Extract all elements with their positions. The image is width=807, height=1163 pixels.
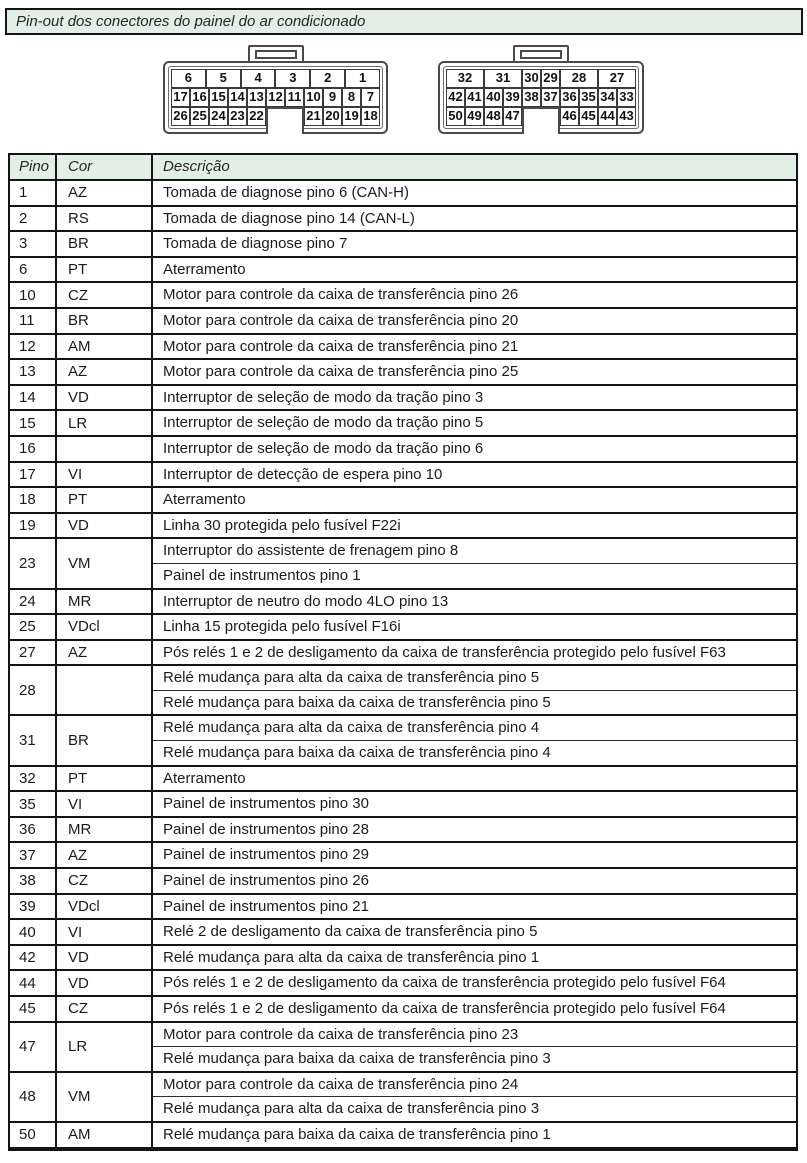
description-cell — [153, 590, 796, 614]
color-cell: AZ — [57, 843, 153, 867]
table-row — [10, 641, 796, 667]
description-cell — [153, 843, 796, 867]
color-cell: VI — [57, 463, 153, 487]
connector-diagram-right — [438, 45, 644, 140]
description-line: Interruptor do assistente de frenagem pino 8 — [163, 542, 459, 560]
connector-pin-39: 39 — [503, 88, 522, 107]
pin-cell: 37 — [10, 843, 57, 867]
table-row — [10, 767, 796, 793]
pin-cell: 18 — [10, 488, 57, 512]
pin-cell: 1 — [10, 181, 57, 205]
pin-cell: 23 — [10, 539, 57, 587]
table-row — [10, 463, 796, 489]
connector-pin-35: 35 — [579, 88, 598, 107]
table-row — [10, 335, 796, 361]
connector-diagrams — [0, 45, 807, 140]
color-cell: BR — [57, 716, 153, 764]
pin-cell: 25 — [10, 615, 57, 639]
connector-pin-36: 36 — [560, 88, 579, 107]
connector-pin-10: 10 — [304, 88, 323, 107]
connector-pin-row — [446, 69, 636, 88]
table-row — [10, 895, 796, 921]
description-cell — [153, 641, 796, 665]
connector-pin-17: 17 — [171, 88, 190, 107]
description-line: Interruptor de seleção de modo da tração pino 3 — [163, 388, 484, 406]
connector-pin-32: 32 — [446, 69, 484, 88]
description-cell — [153, 335, 796, 359]
connector-pin-44: 44 — [598, 107, 617, 126]
pin-cell: 27 — [10, 641, 57, 665]
color-cell: CZ — [57, 283, 153, 307]
connector-pin-34: 34 — [598, 88, 617, 107]
description-line: Relé mudança para alta da caixa de transferência pino 3 — [153, 1096, 796, 1121]
table-row — [10, 971, 796, 997]
pin-cell: 19 — [10, 514, 57, 538]
table-row — [10, 1073, 796, 1123]
color-cell: AZ — [57, 360, 153, 384]
color-cell: VM — [57, 539, 153, 587]
description-line: Relé mudança para baixa da caixa de transferência pino 1 — [163, 1125, 551, 1143]
table-row — [10, 843, 796, 869]
description-cell — [153, 386, 796, 410]
description-line: Painel de instrumentos pino 26 — [163, 872, 369, 890]
description-cell — [153, 309, 796, 333]
table-row — [10, 615, 796, 641]
pin-cell: 16 — [10, 437, 57, 461]
description-line: Interruptor de neutro do modo 4LO pino 13 — [163, 592, 449, 610]
pin-cell: 14 — [10, 386, 57, 410]
description-cell — [153, 360, 796, 384]
description-cell — [153, 437, 796, 461]
connector-pin-grid — [168, 66, 383, 129]
connector-pin-38: 38 — [522, 88, 541, 107]
pin-cell: 38 — [10, 869, 57, 893]
pin-cell: 17 — [10, 463, 57, 487]
table-row — [10, 411, 796, 437]
description-cell — [153, 946, 796, 970]
connector-pin-9: 9 — [323, 88, 342, 107]
color-cell: AZ — [57, 181, 153, 205]
connector-pin-16: 16 — [190, 88, 209, 107]
table-row — [10, 1123, 796, 1147]
color-cell: BR — [57, 232, 153, 256]
connector-pin-29: 29 — [541, 69, 560, 88]
pin-cell: 11 — [10, 309, 57, 333]
description-line: Relé mudança para baixa da caixa de transferência pino 3 — [153, 1046, 796, 1071]
connector-pin-33: 33 — [617, 88, 636, 107]
connector-pin-22: 22 — [247, 107, 266, 126]
description-cell — [153, 232, 796, 256]
description-line: Pós relés 1 e 2 de desligamento da caixa de transferência protegido pelo fusível F64 — [163, 1000, 726, 1017]
description-cell — [153, 539, 796, 587]
color-cell: AM — [57, 1123, 153, 1147]
color-cell: AM — [57, 335, 153, 359]
color-cell: MR — [57, 818, 153, 842]
pin-cell: 3 — [10, 232, 57, 256]
table-row — [10, 946, 796, 972]
table-row — [10, 666, 796, 716]
description-cell — [153, 869, 796, 893]
pin-cell: 50 — [10, 1123, 57, 1147]
pin-cell: 24 — [10, 590, 57, 614]
table-row — [10, 920, 796, 946]
table-row — [10, 539, 796, 589]
table-row — [10, 258, 796, 284]
color-cell: VD — [57, 514, 153, 538]
connector-pin-18: 18 — [361, 107, 380, 126]
color-cell: CZ — [57, 997, 153, 1021]
connector-pin-8: 8 — [342, 88, 361, 107]
connector-pin-40: 40 — [484, 88, 503, 107]
connector-body — [163, 61, 388, 134]
connector-diagram-left — [163, 45, 388, 140]
header-pin: Pino — [10, 155, 57, 179]
description-line: Tomada de diagnose pino 7 — [163, 235, 348, 253]
table-row — [10, 997, 796, 1023]
description-line: Interruptor de seleção de modo da tração pino 6 — [163, 439, 484, 457]
description-line: Tomada de diagnose pino 6 (CAN-H) — [163, 184, 409, 201]
connector-pin-row — [171, 69, 380, 88]
connector-pin-28: 28 — [560, 69, 598, 88]
pinout-table — [8, 153, 798, 1151]
connector-pin-12: 12 — [266, 88, 285, 107]
pin-cell: 15 — [10, 411, 57, 435]
description-cell — [153, 920, 796, 944]
color-cell: VM — [57, 1073, 153, 1121]
connector-pin-24: 24 — [209, 107, 228, 126]
description-line: Motor para controle da caixa de transferência pino 25 — [163, 363, 519, 381]
connector-pin-23: 23 — [228, 107, 247, 126]
description-cell — [153, 666, 796, 714]
connector-pin-26: 26 — [171, 107, 190, 126]
description-cell — [153, 411, 796, 435]
description-line: Relé mudança para alta da caixa de transferência pino 5 — [163, 669, 540, 687]
connector-tab-slot — [520, 50, 562, 59]
pin-cell: 47 — [10, 1023, 57, 1071]
description-line: Painel de instrumentos pino 1 — [153, 563, 796, 588]
color-cell: VDcl — [57, 615, 153, 639]
color-cell: BR — [57, 309, 153, 333]
connector-pin-row — [446, 88, 636, 107]
color-cell: VI — [57, 792, 153, 816]
description-line: Linha 30 protegida pelo fusível F22i — [163, 516, 401, 534]
color-cell: VD — [57, 971, 153, 995]
description-line: Interruptor de detecção de espera pino 10 — [163, 465, 443, 483]
description-line: Motor para controle da caixa de transferência pino 26 — [163, 286, 519, 304]
connector-pin-21: 21 — [304, 107, 323, 126]
table-row — [10, 818, 796, 844]
pin-cell: 40 — [10, 920, 57, 944]
connector-pin-47: 47 — [503, 107, 522, 126]
pin-cell: 42 — [10, 946, 57, 970]
color-cell: VD — [57, 386, 153, 410]
color-cell: VD — [57, 946, 153, 970]
color-cell: VI — [57, 920, 153, 944]
connector-pin-3: 3 — [275, 69, 310, 88]
description-cell — [153, 818, 796, 842]
pin-cell: 36 — [10, 818, 57, 842]
connector-notch-opening — [522, 122, 560, 134]
description-line: Painel de instrumentos pino 30 — [163, 795, 369, 813]
header-description: Descrição — [163, 158, 230, 175]
table-row — [10, 590, 796, 616]
description-cell — [153, 207, 796, 231]
connector-pin-27: 27 — [598, 69, 636, 88]
connector-pin-row — [171, 88, 380, 107]
table-row — [10, 207, 796, 233]
table-row — [10, 283, 796, 309]
description-line: Painel de instrumentos pino 29 — [163, 846, 369, 864]
description-line: Painel de instrumentos pino 21 — [163, 897, 369, 915]
connector-pin-2: 2 — [310, 69, 345, 88]
pin-cell: 2 — [10, 207, 57, 231]
table-row — [10, 437, 796, 463]
table-row — [10, 386, 796, 412]
description-cell — [153, 971, 796, 995]
table-row — [10, 360, 796, 386]
color-cell: AZ — [57, 641, 153, 665]
description-line: Aterramento — [163, 491, 246, 509]
table-row — [10, 792, 796, 818]
description-line: Pós relés 1 e 2 de desligamento da caixa de transferência protegido pelo fusível F64 — [163, 974, 726, 992]
connector-pin-46: 46 — [560, 107, 579, 126]
description-line: Relé mudança para baixa da caixa de transferência pino 4 — [153, 740, 796, 765]
table-row — [10, 514, 796, 540]
connector-pin-13: 13 — [247, 88, 266, 107]
description-cell — [153, 716, 796, 764]
description-line: Tomada de diagnose pino 14 (CAN-L) — [163, 209, 415, 227]
description-cell — [153, 1073, 796, 1121]
color-cell — [57, 666, 153, 714]
description-line: Motor para controle da caixa de transferência pino 21 — [163, 337, 519, 355]
description-cell — [153, 767, 796, 791]
description-cell — [153, 181, 796, 205]
description-cell — [153, 615, 796, 639]
connector-notch-opening — [266, 122, 304, 134]
description-cell — [153, 488, 796, 512]
page-title: Pin-out dos conectores do painel do ar condicionado — [5, 8, 803, 35]
connector-pin-4: 4 — [241, 69, 276, 88]
description-line: Motor para controle da caixa de transferência pino 20 — [163, 311, 519, 329]
description-cell — [153, 997, 796, 1021]
connector-pin-42: 42 — [446, 88, 465, 107]
description-line: Pós relés 1 e 2 de desligamento da caixa de transferência protegido pelo fusível F63 — [163, 643, 726, 661]
color-cell: RS — [57, 207, 153, 231]
connector-pin-25: 25 — [190, 107, 209, 126]
connector-pin-37: 37 — [541, 88, 560, 107]
description-line: Aterramento — [163, 260, 246, 278]
color-cell: MR — [57, 590, 153, 614]
pin-cell: 35 — [10, 792, 57, 816]
pin-cell: 39 — [10, 895, 57, 919]
connector-pin-5: 5 — [206, 69, 241, 88]
description-line: Interruptor de seleção de modo da tração pino 5 — [163, 414, 484, 432]
connector-pin-48: 48 — [484, 107, 503, 126]
description-cell — [153, 895, 796, 919]
table-row — [10, 869, 796, 895]
connector-body — [438, 61, 644, 134]
description-line: Relé 2 de desligamento da caixa de transferência pino 5 — [163, 923, 538, 941]
color-cell: VDcl — [57, 895, 153, 919]
connector-pin-45: 45 — [579, 107, 598, 126]
description-cell — [153, 258, 796, 282]
pin-cell: 45 — [10, 997, 57, 1021]
pin-cell: 28 — [10, 666, 57, 714]
pin-cell: 10 — [10, 283, 57, 307]
description-line: Relé mudança para alta da caixa de transferência pino 1 — [163, 948, 540, 966]
connector-pin-6: 6 — [171, 69, 206, 88]
description-cell — [153, 1023, 796, 1071]
color-cell — [57, 437, 153, 461]
description-cell — [153, 792, 796, 816]
pin-cell: 31 — [10, 716, 57, 764]
color-cell: PT — [57, 258, 153, 282]
color-cell: LR — [57, 411, 153, 435]
connector-pin-11: 11 — [285, 88, 304, 107]
connector-pin-19: 19 — [342, 107, 361, 126]
pin-cell: 6 — [10, 258, 57, 282]
table-header-row — [10, 155, 796, 181]
connector-pin-7: 7 — [361, 88, 380, 107]
connector-pin-41: 41 — [465, 88, 484, 107]
connector-pin-15: 15 — [209, 88, 228, 107]
connector-tab-slot — [255, 50, 297, 59]
connector-pin-49: 49 — [465, 107, 484, 126]
table-row — [10, 1023, 796, 1073]
description-line: Motor para controle da caixa de transferência pino 23 — [163, 1025, 519, 1043]
header-color: Cor — [57, 155, 153, 179]
table-row — [10, 488, 796, 514]
pinout-table-body — [10, 181, 796, 1147]
table-row — [10, 181, 796, 207]
color-cell: PT — [57, 767, 153, 791]
table-row — [10, 309, 796, 335]
color-cell: LR — [57, 1023, 153, 1071]
description-cell — [153, 1123, 796, 1147]
description-line: Painel de instrumentos pino 28 — [163, 820, 369, 838]
description-line: Aterramento — [163, 769, 246, 787]
connector-pin-grid — [443, 66, 639, 129]
description-line: Relé mudança para baixa da caixa de transferência pino 5 — [153, 690, 796, 715]
connector-pin-14: 14 — [228, 88, 247, 107]
connector-pin-20: 20 — [323, 107, 342, 126]
connector-pin-50: 50 — [446, 107, 465, 126]
pin-cell: 44 — [10, 971, 57, 995]
table-row — [10, 232, 796, 258]
pin-cell: 32 — [10, 767, 57, 791]
connector-pin-43: 43 — [617, 107, 636, 126]
description-cell — [153, 514, 796, 538]
color-cell: CZ — [57, 869, 153, 893]
connector-pin-1: 1 — [345, 69, 380, 88]
description-line: Motor para controle da caixa de transferência pino 24 — [163, 1075, 519, 1093]
table-row — [10, 716, 796, 766]
pin-cell: 48 — [10, 1073, 57, 1121]
color-cell: PT — [57, 488, 153, 512]
description-cell — [153, 283, 796, 307]
description-cell — [153, 463, 796, 487]
pin-cell: 12 — [10, 335, 57, 359]
description-line: Linha 15 protegida pelo fusível F16i — [163, 618, 401, 636]
connector-pin-31: 31 — [484, 69, 522, 88]
pin-cell: 13 — [10, 360, 57, 384]
description-line: Relé mudança para alta da caixa de transferência pino 4 — [163, 719, 540, 737]
connector-pin-30: 30 — [522, 69, 541, 88]
